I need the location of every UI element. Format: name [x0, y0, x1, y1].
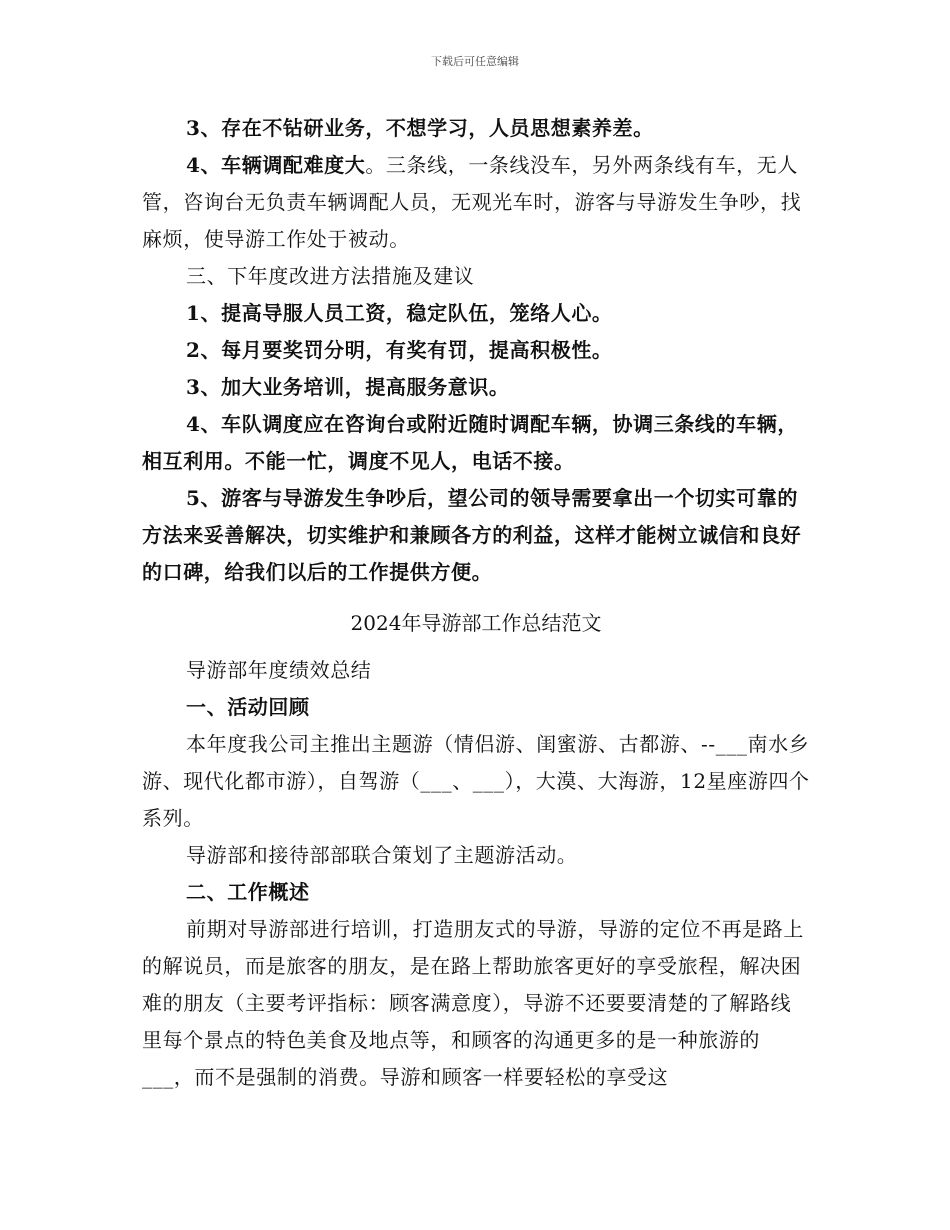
paragraph-joint-planning: 导游部和接待部部联合策划了主题游活动。 — [186, 843, 578, 867]
suggestion-5: 5、游客与导游发生争吵后，望公司的领导需要拿出一个切实可靠的方法来妥善解决，切实维护和兼顾各方的利益，这样才能树立诚信和良好的口碑，给我们以后的工作提供方便。 — [142, 486, 802, 584]
problem-4-text: 。三条线，一条线没车，另外两条线有车，无人管，咨询台无负责车辆调配人员，无观光车时，游客与导游发生争吵，找麻烦，使导游工作处于被动。 — [142, 153, 802, 251]
suggestion-4: 4、车队调度应在咨询台或附近随时调配车辆，协调三条线的车辆，相互利用。不能一忙，调度不见人，电话不接。 — [142, 412, 798, 473]
document-title: 2024年导游部工作总结范文 — [350, 611, 602, 635]
paragraph-problem-4 — [142, 147, 810, 258]
paragraph-overview: 前期对导游部进行培训，打造朋友式的导游，导游的定位不再是路上的解说员，而是旅客的朋友，是在路上帮助旅客更好的享受旅程，解决困难的朋友（主要考评指标：顾客满意度），导游不还要要清楚的了解路线里每个景点的特色美食及地点等，和顾客的沟通更多的是一种旅游的___，而不是强制的消费。导游和顾客一样要轻松的享受这 — [142, 917, 804, 1089]
subtitle: 导游部年度绩效总结 — [186, 658, 372, 682]
page-header: 下载后可任意编辑 — [431, 55, 519, 68]
heading-work-overview: 二、工作概述 — [186, 880, 310, 904]
paragraph-activity: 本年度我公司主推出主题游（情侣游、闺蜜游、古都游、--___南水乡游、现代化都市游），自驾游（___、___），大漠、大海游，12星座游四个系列。 — [142, 732, 810, 830]
suggestion-1: 1、提高导服人员工资，稳定队伍，笼络人心。 — [186, 301, 613, 325]
heading-improvements: 三、下年度改进方法措施及建议 — [186, 264, 475, 288]
suggestion-2: 2、每月要奖罚分明，有奖有罚，提高积极性。 — [186, 338, 613, 362]
paragraph-problem-3: 3、存在不钻研业务，不想学习，人员思想素养差。 — [186, 116, 654, 140]
heading-activity-review: 一、活动回顾 — [186, 695, 310, 719]
suggestion-3: 3、加大业务培训，提高服务意识。 — [186, 375, 510, 399]
document-body — [142, 110, 810, 1096]
problem-4-lead: 4、车辆调配难度大 — [186, 153, 366, 177]
